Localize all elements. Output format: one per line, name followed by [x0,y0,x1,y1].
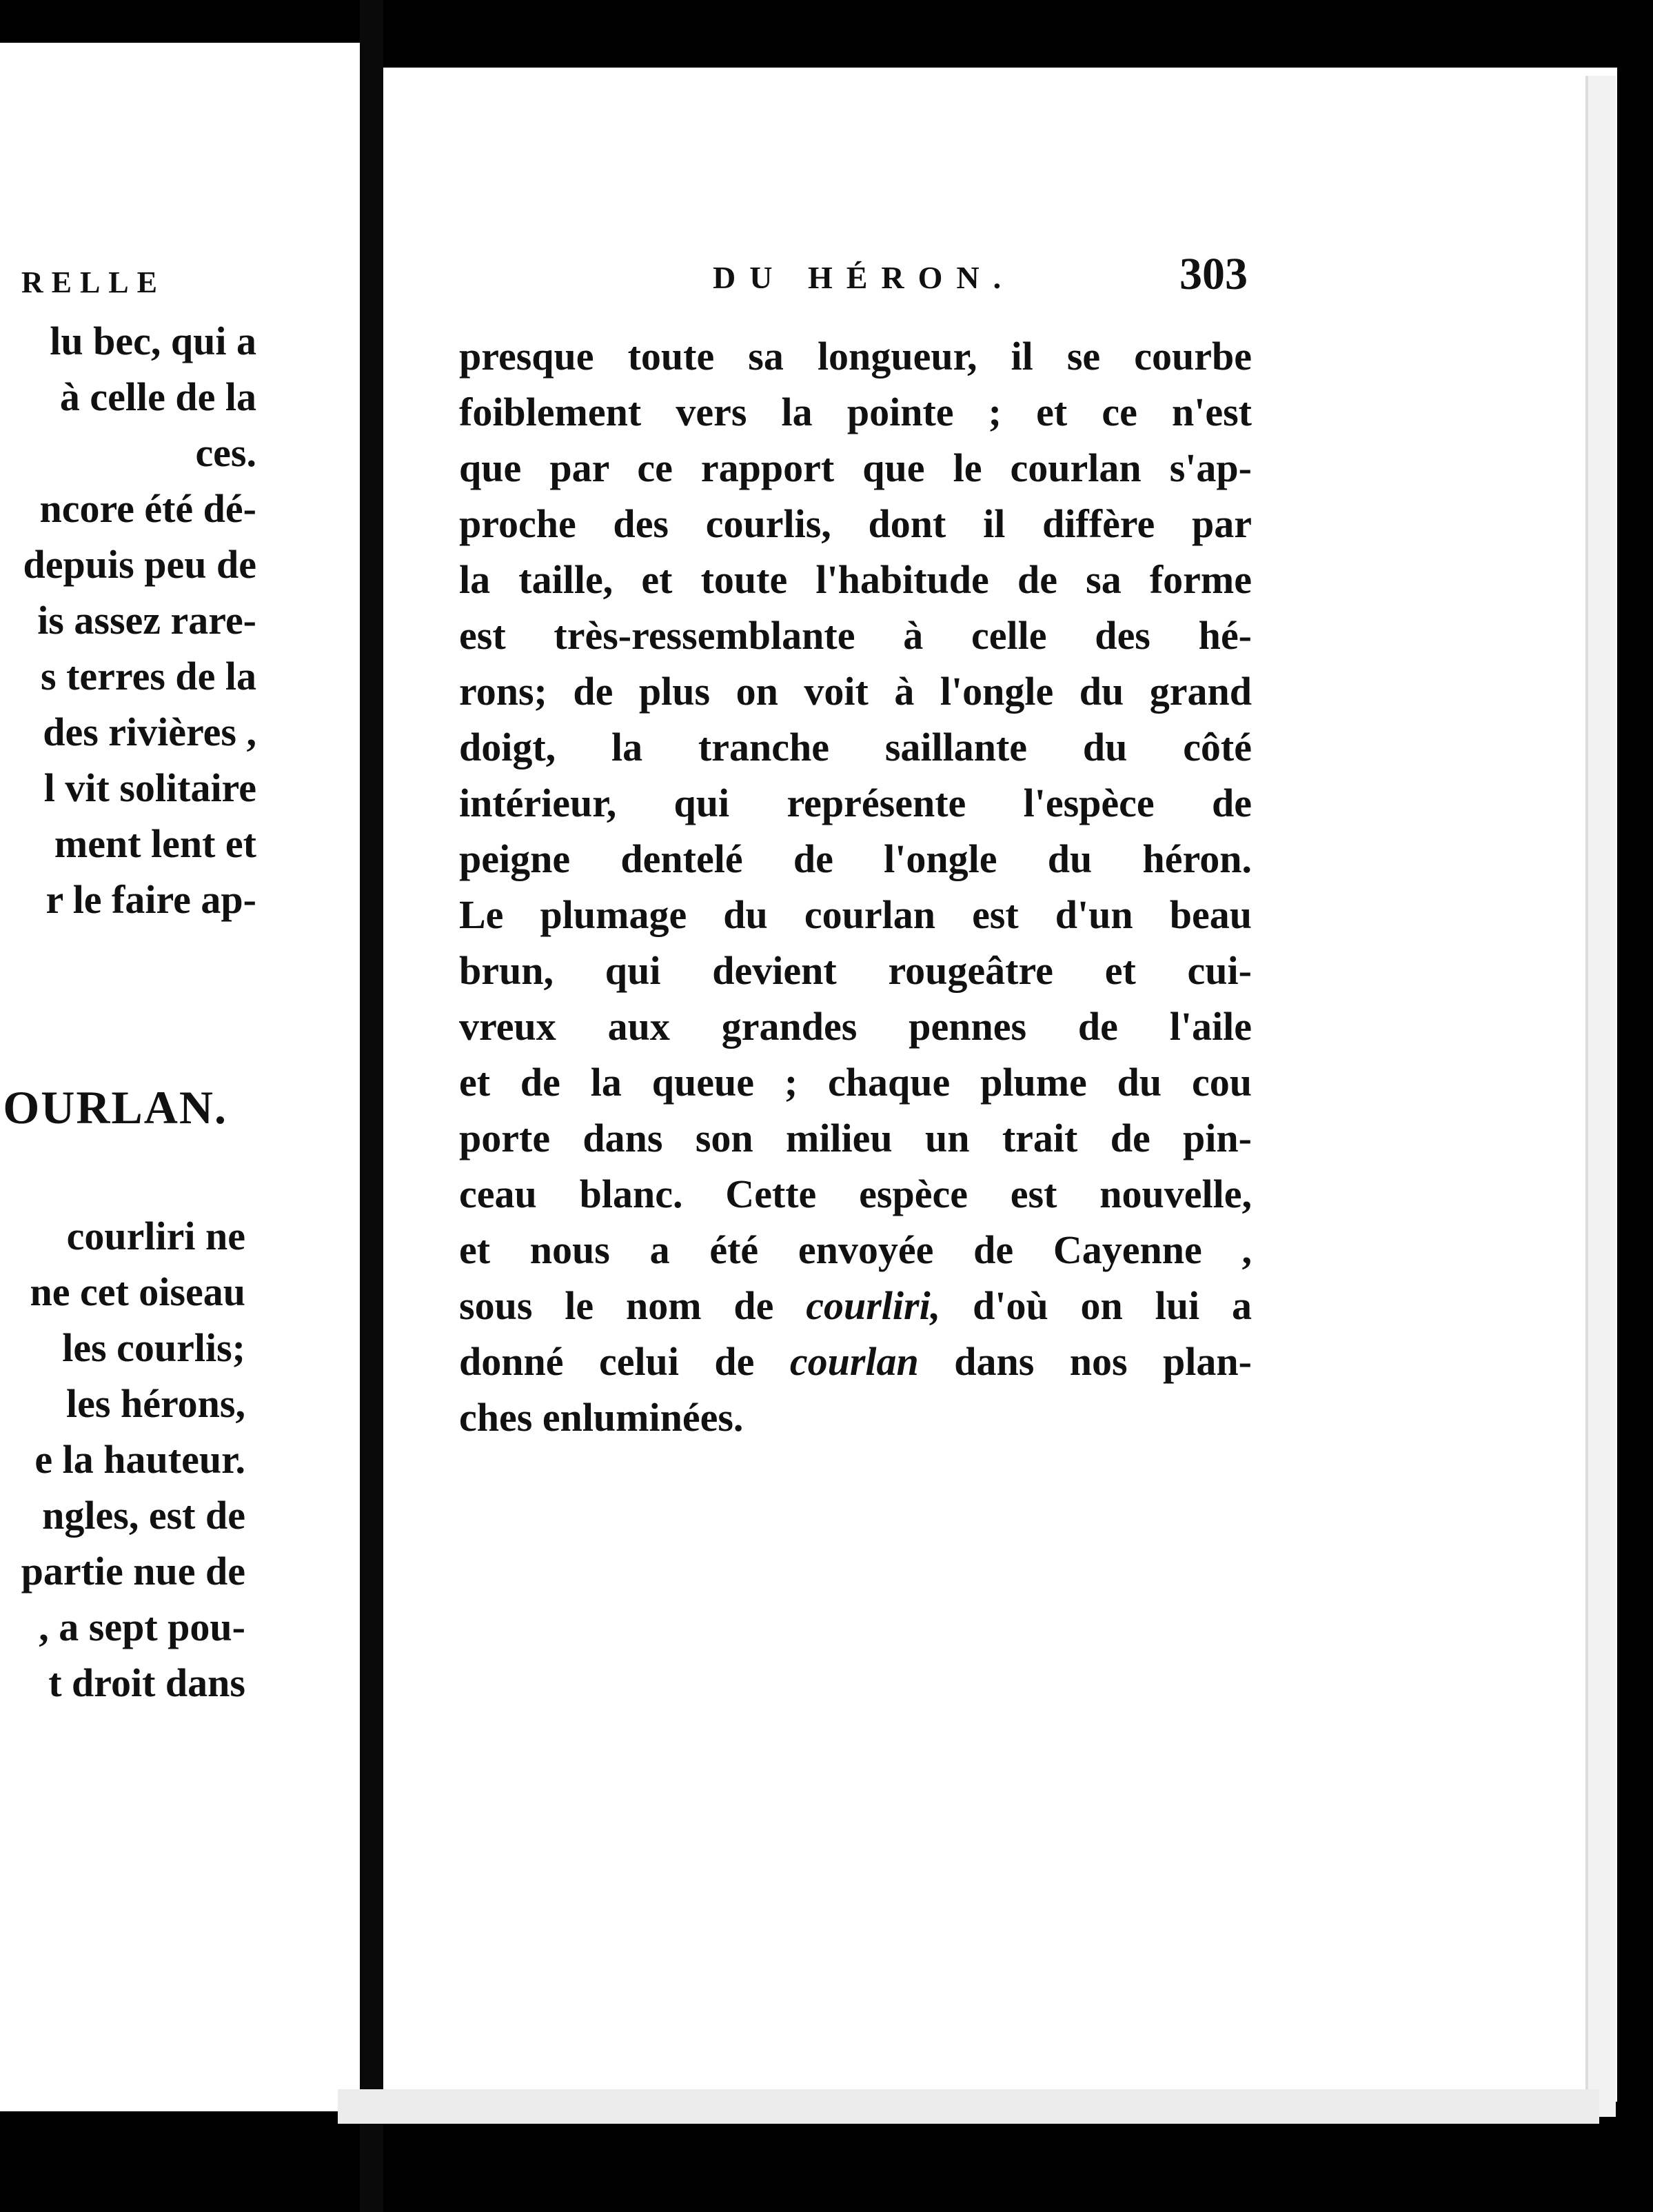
book-gutter [360,0,383,2212]
page-bottom-edge [338,2089,1599,2124]
left-line: ngles, est de [42,1493,245,1538]
text-line: est très-ressemblante à celle des hé- [459,613,1252,658]
text-line: rons; de plus on voit à l'ongle du grand [459,669,1252,714]
right-running-head: DU HÉRON. [713,260,1015,295]
text-line [459,1334,1252,1389]
left-line: is assez rare- [37,598,256,643]
text-line: que par ce rapport que le courlan s'ap- [459,445,1252,490]
text-line: proche des courlis, dont il diffère par [459,501,1252,546]
left-line: les hérons, [66,1381,245,1426]
text-line: intérieur, qui représente l'espèce de [459,781,1252,825]
left-text-bottom [0,1208,245,1711]
right-page [383,68,1617,2102]
page-number: 303 [1179,249,1248,299]
text-line: doigt, la tranche saillante du côté [459,725,1252,770]
text-line: ches enluminées. [459,1395,744,1440]
italic-word: courliri, [806,1283,941,1328]
left-line: courliri ne [66,1214,245,1258]
text-line: vreux aux grandes pennes de l'aile [459,1004,1252,1049]
left-line: t droit dans [48,1660,245,1705]
text-line: presque toute sa longueur, il se courbe [459,334,1252,379]
text-line: peigne dentelé de l'ongle du héron. [459,836,1252,881]
italic-word: courlan [789,1339,919,1384]
left-text-top [0,313,256,927]
left-section-title: OURLAN. [3,1081,227,1134]
text-line: et nous a été envoyée de Cayenne , [459,1227,1252,1272]
left-line: ne cet oiseau [30,1269,245,1314]
left-line: les courlis; [62,1325,245,1370]
left-running-head: RELLE [21,265,165,299]
body-text [459,328,1252,1445]
left-line: partie nue de [21,1549,245,1593]
left-line: r le faire ap- [45,877,256,922]
text-line: foiblement vers la pointe ; et ce n'est [459,390,1252,434]
left-line: depuis peu de [23,542,256,587]
left-line: ces. [195,430,256,475]
line-text: dans nos plan- [918,1339,1252,1384]
left-line: l vit solitaire [43,765,256,810]
text-line: et de la queue ; chaque plume du cou [459,1060,1252,1105]
left-line: e la hauteur. [34,1437,245,1482]
left-line: lu bec, qui a [50,319,256,363]
left-line: des rivières , [43,710,256,754]
left-line: ncore été dé- [39,486,256,531]
text-line: Le plumage du courlan est d'un beau [459,892,1252,937]
text-line: brun, qui devient rougeâtre et cui- [459,948,1252,993]
left-line: ment lent et [54,821,256,866]
text-line: ceau blanc. Cette espèce est nouvelle, [459,1172,1252,1216]
text-line: porte dans son milieu un trait de pin- [459,1116,1252,1160]
line-text: sous le nom de [459,1283,807,1328]
left-line: à celle de la [59,374,256,419]
line-text: donné celui de [459,1339,790,1384]
line-text: d'où on lui a [940,1283,1253,1328]
text-line: la taille, et toute l'habitude de sa forme [459,557,1252,602]
page-fore-edge [1585,76,1616,2117]
left-page [0,43,369,2111]
left-line: , a sept pou- [39,1605,245,1649]
text-line [459,1278,1252,1334]
left-line: s terres de la [41,654,256,698]
